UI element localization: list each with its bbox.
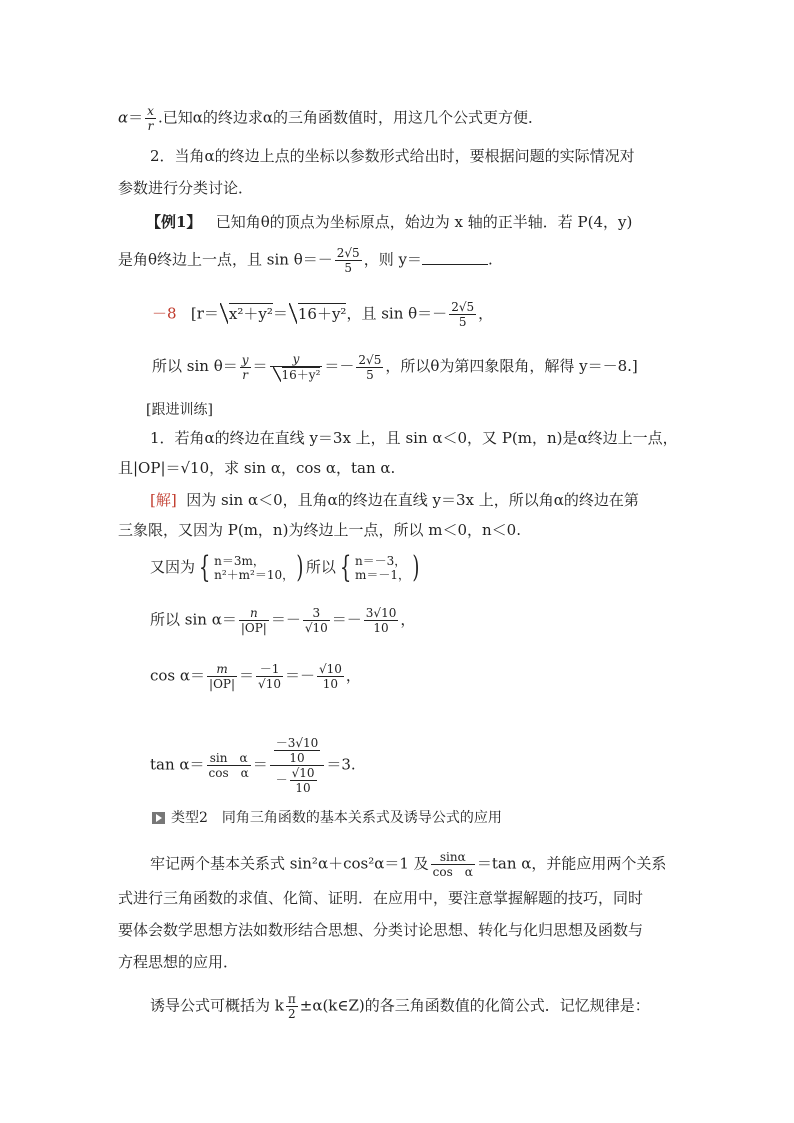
- solution-tan: tan α＝ $\frac{\text{sin α}}{\text{cos α}}$ ＝ $\frac{-3√10}{10}$ － $\frac{√10}{10}$ ＝3.: [150, 736, 356, 795]
- answer-line-1: －8 [r＝ x²＋y²＝ 16＋y²，且 sin θ＝－ $\frac{2√5}{5}$ ，: [152, 300, 494, 329]
- paragraph-2-line-1: 2．当角α的终边上点的坐标以参数形式给出时，要根据问题的实际情况对: [150, 147, 635, 165]
- example-tag: 【例1】: [146, 213, 202, 231]
- paragraph-3-line-3: 要体会数学思想方法如数形结合思想、分类讨论思想、转化与化归思想及函数与: [118, 921, 644, 939]
- solution-tag: [解]: [150, 491, 177, 509]
- paragraph-4: 诱导公式可概括为 k $\frac{\pi}{2}$ ±α(k∈Z)的各三角函数值的化简公式．记忆规律是：: [150, 992, 650, 1021]
- answer-value: －8: [152, 304, 177, 323]
- paragraph-1: α＝ $\frac{x}{r}$ .已知α的终边求α的三角函数值时，用这几个公式更方便．: [118, 104, 543, 133]
- example-1-line-1: 【例1】 已知角θ的顶点为坐标原点，始边为 x 轴的正半轴．若 P(4，y): [146, 213, 633, 231]
- paragraph-3-line-1: 牢记两个基本关系式 sin²α＋cos²α＝1 及 $\frac{\sin\alpha}{\text{cos α}}$ ＝tan α，并能应用两个关系: [150, 850, 667, 879]
- follow-up-q-line-2: 且|OP|＝√10，求 sin α，cos α，tan α.: [118, 459, 396, 477]
- paragraph-3-line-2: 式进行三角函数的求值、化简、证明．在应用中，要注意掌握解题的技巧，同时: [118, 889, 644, 907]
- paragraph-3-line-4: 方程思想的应用．: [118, 953, 239, 971]
- solution-line-1: [解] 因为 sin α＜0，且角α的终边在直线 y＝3x 上，所以角α的终边在第: [150, 491, 639, 509]
- follow-up-header: [跟进训练]: [146, 402, 213, 418]
- paragraph-2-line-2: 参数进行分类讨论．: [118, 179, 254, 197]
- answer-blank: [422, 250, 488, 265]
- solution-system: 又因为 { n＝3m， n²＋m²＝10，) 所以 { n＝－3， m＝－1，): [150, 550, 420, 585]
- play-triangle-icon: [152, 812, 165, 824]
- solution-sin: 所以 sin α＝ $\frac{n}{|OP|}$ ＝－ $\frac{3}{√10}$ ＝－ $\frac{3√10}{10}$ ，: [150, 606, 416, 635]
- example-1-line-2: 是角θ终边上一点，且 sin θ＝－ $\frac{2√5}{5}$ ，则 y＝ .: [118, 246, 493, 275]
- solution-line-2: 三象限，又因为 P(m，n)为终边上一点，所以 m＜0，n＜0.: [118, 521, 521, 539]
- follow-up-q-line-1: 1．若角α的终边在直线 y＝3x 上，且 sin α＜0，又 P(m，n)是α终边上一点，: [150, 429, 678, 447]
- solution-cos: cos α＝ $\frac{m}{|OP|}$ ＝ $\frac{-1}{√10}$ ＝－ $\frac{√10}{10}$ ，: [150, 662, 361, 691]
- answer-line-2: 所以 sin θ＝ $\frac{y}{r}$ ＝ $\frac{y}{\text{16＋y²}}$ ＝－ $\frac{2√5}{5}$ ，所以θ为第四象限角，解得 y＝－8.]: [152, 352, 638, 382]
- type-2-heading: 类型2 同角三角函数的基本关系式及诱导公式的应用: [152, 808, 502, 828]
